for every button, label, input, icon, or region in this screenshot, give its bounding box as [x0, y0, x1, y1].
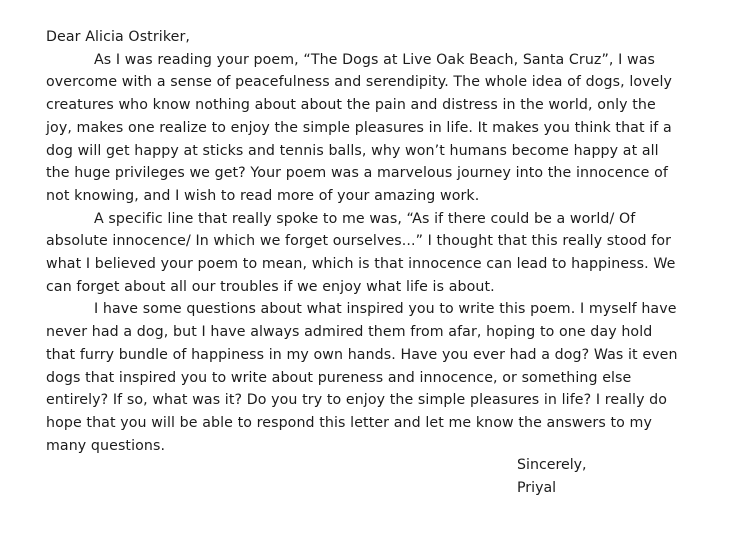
paragraph-3: I have some questions about what inspired you to write this poem. I myself have never had a dog, but I have always admired them from afar, hoping to one day hold that furry bundle of happiness in my own hands. Have you ever had a dog? Was it even dogs that inspired you to write about pureness and innocence, or something else entirely? If so, what was it? Do you try to enjoy the simple pleasures in life? I really do hope that you will be able to respond this letter and let me know the answers to my many questions. — [46, 301, 678, 454]
salutation: Dear Alicia Ostriker, — [46, 29, 191, 45]
signature: Priyal — [517, 480, 557, 496]
letter-body — [46, 26, 686, 457]
paragraph-1: As I was reading your poem, “The Dogs at Live Oak Beach, Santa Cruz”, I was overcome with a sense of peacefulness and serendipity. The whole idea of dogs, lovely creatures who know nothing about about the pain and distress in the world, only the joy, makes one realize to enjoy the simple pleasures in life. It makes you think that if a dog will get happy at sticks and tennis balls, why won’t humans become happy at all the huge privileges we get? Your poem was a marvelous journey into the innocence of not knowing, and I wish to read more of your amazing work. — [46, 51, 673, 204]
letter-closing — [517, 454, 587, 500]
paragraph-2: A specific line that really spoke to me was, “As if there could be a world/ Of absolute innocence/ In which we forget ourselves...” I thought that this really stood for what I believed your poem to mean, which is that innocence can lead to happiness. We can forget about all our troubles if we enjoy what life is about. — [46, 210, 676, 295]
closing-phrase: Sincerely, — [517, 457, 587, 473]
